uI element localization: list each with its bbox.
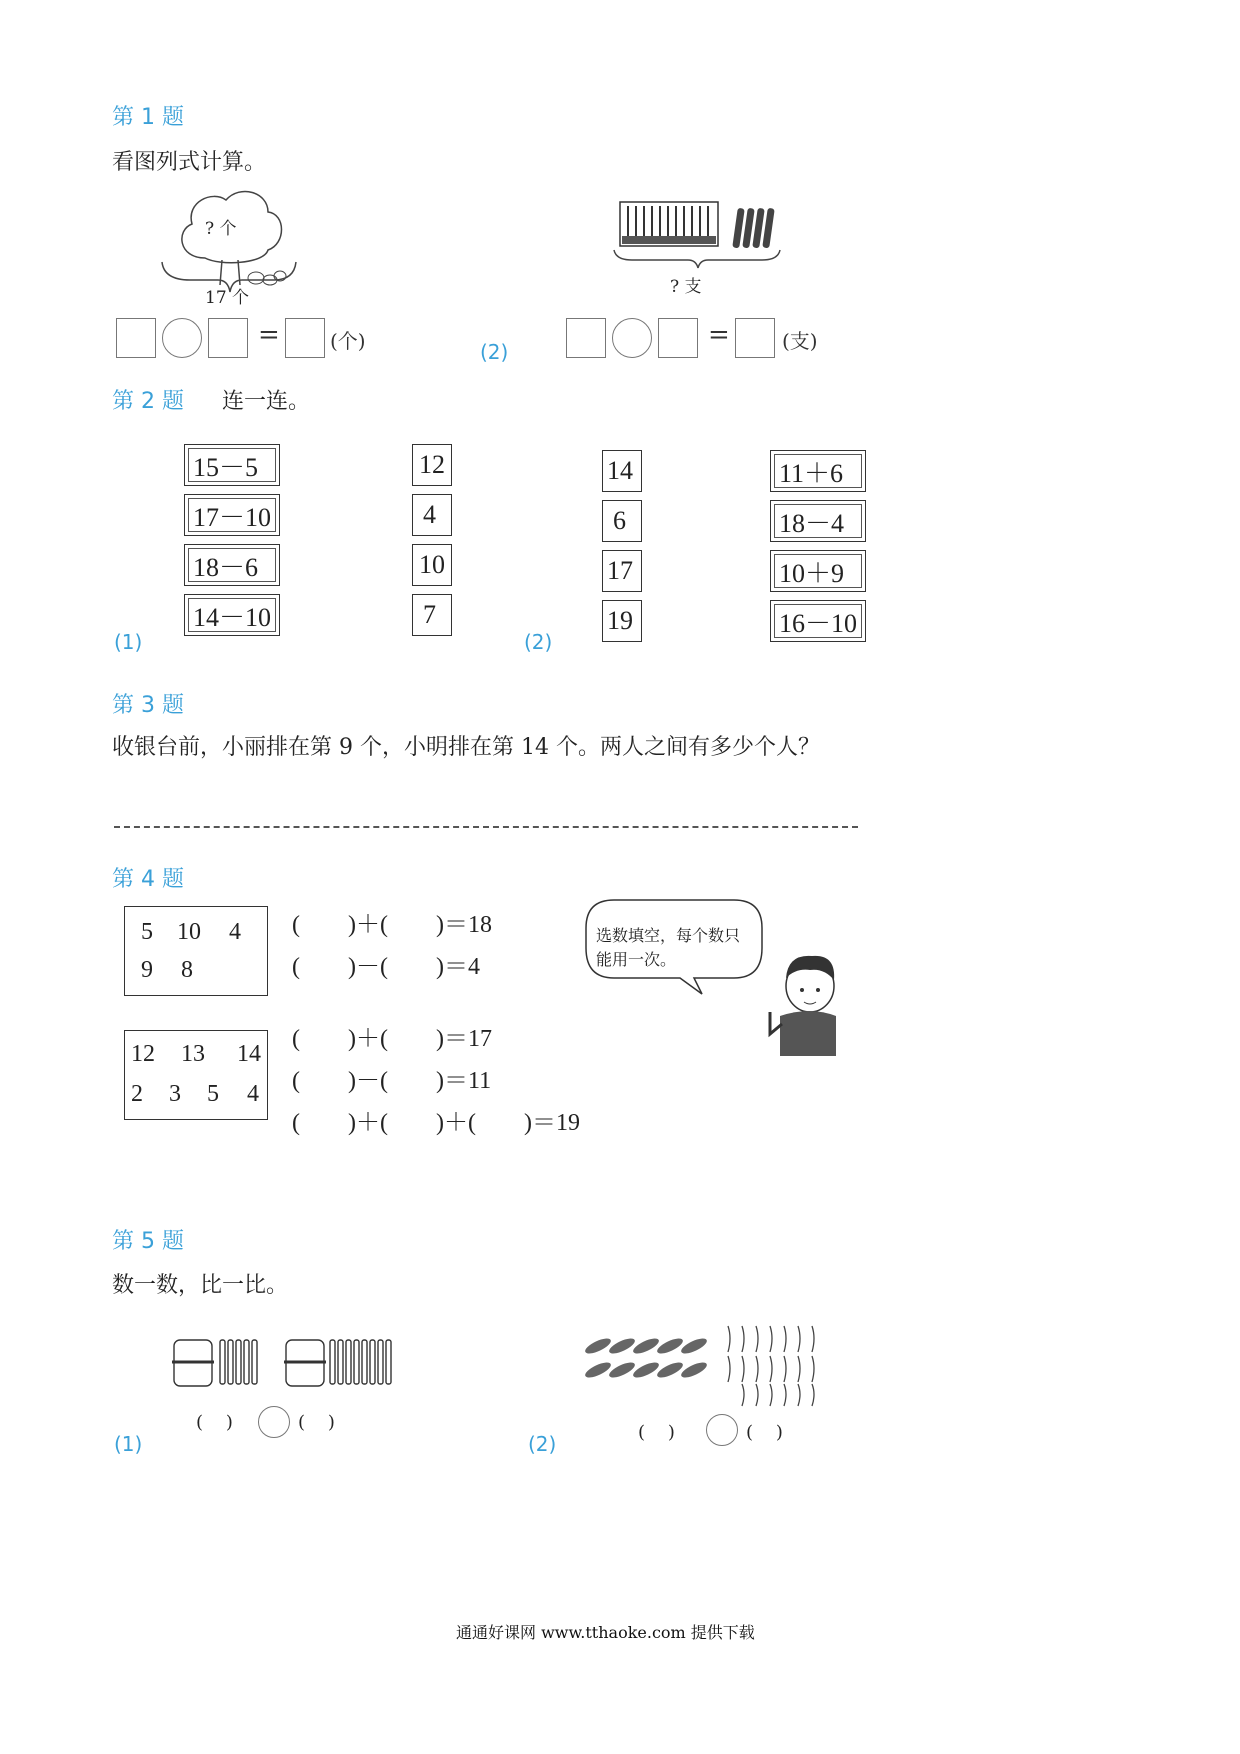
- expression-box[interactable]: 14－10: [184, 594, 280, 636]
- q3-title: 第 3 题: [112, 693, 184, 718]
- q2-part-1-number: (1): [114, 630, 143, 654]
- answer-box[interactable]: [735, 318, 775, 358]
- q1-title: 第 1 题: [112, 105, 184, 130]
- expression-box[interactable]: 10＋9: [770, 550, 866, 592]
- q4-title: 第 4 题: [112, 867, 184, 892]
- expression-box[interactable]: 18－6: [184, 544, 280, 586]
- fill-equation[interactable]: ( )－( )＝11: [292, 1068, 492, 1094]
- fill-equation[interactable]: ( )＋( )＝17: [292, 1026, 492, 1052]
- number-box[interactable]: 14: [602, 450, 642, 492]
- candidate-number: 3: [169, 1081, 181, 1107]
- compare-blank[interactable]: ( ): [746, 1422, 783, 1443]
- sticks-illustration: [168, 1332, 408, 1396]
- q2-part-2-number: (2): [524, 630, 553, 654]
- answer-box[interactable]: [285, 318, 325, 358]
- footer-text: 通通好课网 www.tthaoke.com 提供下载: [456, 1623, 755, 1642]
- q5-instruction: 数一数，比一比。: [112, 1273, 289, 1298]
- operator-circle[interactable]: [612, 318, 652, 358]
- compare-blank[interactable]: ( ): [638, 1422, 675, 1443]
- answer-box[interactable]: [208, 318, 248, 358]
- peppers-illustration: [578, 1320, 838, 1410]
- operator-circle[interactable]: [162, 318, 202, 358]
- expression-box[interactable]: 18－4: [770, 500, 866, 542]
- fill-equation[interactable]: ( )＋( )＋( )＝19: [292, 1110, 580, 1136]
- unit-label: (支): [782, 329, 818, 353]
- expression-box[interactable]: 11＋6: [770, 450, 866, 492]
- q5-title: 第 5 题: [112, 1229, 184, 1254]
- answer-box[interactable]: [566, 318, 606, 358]
- number-box[interactable]: 4: [412, 494, 452, 536]
- q5-part-2-number: (2): [528, 1432, 557, 1456]
- compare-circle[interactable]: [706, 1414, 738, 1446]
- pencils-brace: [612, 248, 782, 270]
- speech-bubble-text: 选数填空，每个数只能用一次。: [596, 926, 741, 969]
- pencils-label: ? 支: [670, 277, 702, 297]
- candidate-number: 12: [131, 1041, 155, 1067]
- candidate-number: 2: [131, 1081, 143, 1107]
- q1-part-number: (2): [480, 340, 509, 364]
- answer-box[interactable]: [116, 318, 156, 358]
- q5-part-1-number: (1): [114, 1432, 143, 1456]
- unit-label: (个): [330, 329, 366, 353]
- q2-title: 第 2 题: [112, 389, 184, 414]
- equals-sign: =: [258, 320, 280, 350]
- expression-box[interactable]: 16－10: [770, 600, 866, 642]
- candidate-number: 4: [247, 1081, 259, 1107]
- compare-circle[interactable]: [258, 1406, 290, 1438]
- number-box[interactable]: 17: [602, 550, 642, 592]
- q2-instruction: 连一连。: [222, 389, 311, 414]
- q3-question: 收银台前，小丽排在第 9 个，小明排在第 14 个。两人之间有多少个人？: [112, 735, 820, 760]
- candidate-number: 13: [181, 1041, 205, 1067]
- candidate-number: 5: [141, 919, 153, 945]
- candidate-numbers-box-2: [124, 1030, 268, 1120]
- compare-blank[interactable]: ( ): [298, 1412, 335, 1433]
- expression-box[interactable]: 15－5: [184, 444, 280, 486]
- fill-equation[interactable]: ( )＋( )＝18: [292, 912, 492, 938]
- number-box[interactable]: 7: [412, 594, 452, 636]
- answer-line[interactable]: [114, 826, 858, 828]
- candidate-number: 10: [177, 919, 201, 945]
- number-box[interactable]: 19: [602, 600, 642, 642]
- number-box[interactable]: 10: [412, 544, 452, 586]
- total-label: 17 个: [205, 288, 250, 308]
- number-box[interactable]: 12: [412, 444, 452, 486]
- answer-box[interactable]: [658, 318, 698, 358]
- candidate-number: 9: [141, 957, 153, 983]
- equals-sign: =: [708, 320, 730, 350]
- tree-label: ? 个: [205, 219, 237, 239]
- q1-instruction: 看图列式计算。: [112, 150, 267, 175]
- number-box[interactable]: 6: [602, 500, 642, 542]
- candidate-number: 8: [181, 957, 193, 983]
- candidate-number: 4: [229, 919, 241, 945]
- compare-blank[interactable]: ( ): [196, 1412, 233, 1433]
- expression-box[interactable]: 17－10: [184, 494, 280, 536]
- fill-equation[interactable]: ( )－( )＝4: [292, 954, 480, 980]
- candidate-number: 5: [207, 1081, 219, 1107]
- candidate-numbers-box-1: [124, 906, 268, 996]
- candidate-number: 14: [237, 1041, 261, 1067]
